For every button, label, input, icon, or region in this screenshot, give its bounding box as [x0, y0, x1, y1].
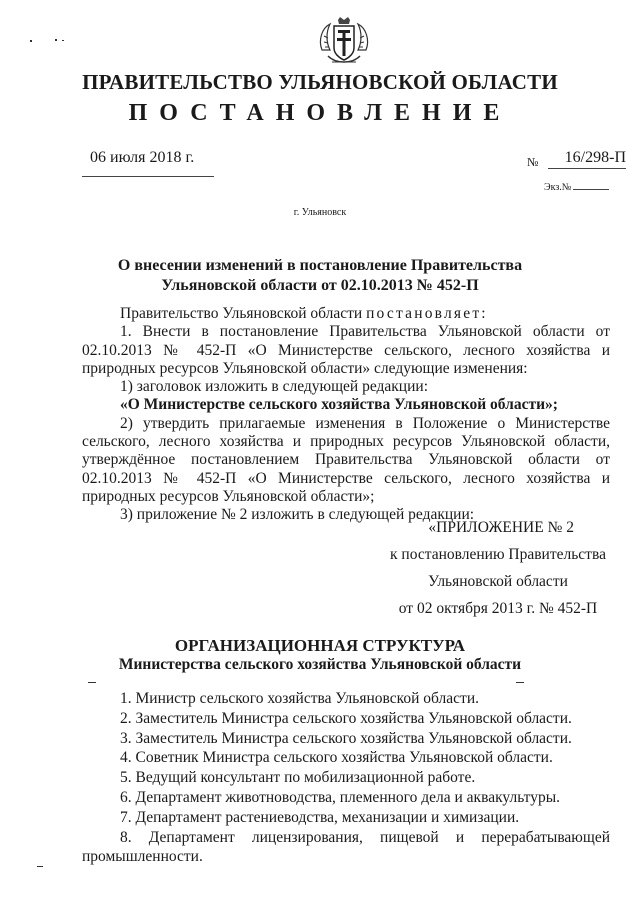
list-item: 3. Заместитель Министра сельского хозяйства Ульяновской области.	[120, 729, 572, 747]
document-body	[82, 305, 610, 525]
number-label: №	[527, 155, 539, 169]
appendix-stamp	[378, 514, 618, 622]
org-structure-title: ОРГАНИЗАЦИОННАЯ СТРУКТУРА	[174, 636, 466, 655]
subject-line-2: Ульяновской области от 02.10.2013 № 452-П	[161, 277, 479, 294]
appendix-ref: к постановлению Правительства	[390, 546, 606, 563]
scan-speck	[37, 866, 43, 867]
scan-speck	[516, 682, 524, 683]
document-date: 06 июля 2018 г.	[90, 149, 195, 166]
list-item: 7. Департамент растениеводства, механизации и химизации.	[120, 808, 520, 826]
subject-line-1: О внесении изменений в постановление Правительства	[117, 257, 523, 274]
list-item: 8. Департамент лицензирования, пищевой и перерабатывающей промышленности.	[82, 828, 610, 866]
scan-speck	[62, 40, 64, 41]
coat-of-arms-icon	[314, 16, 374, 76]
scan-speck	[30, 40, 32, 42]
list-item: 5. Ведущий консультант по мобилизационной работе.	[120, 769, 476, 787]
item-1-1: 1) заголовок изложить в следующей редакции:	[120, 378, 428, 396]
appendix-region: Ульяновской области	[428, 573, 568, 590]
list-item: 4. Советник Министра сельского хозяйства Ульяновской области.	[120, 749, 553, 767]
item-1-3: 3) приложение № 2 изложить в следующей редакции:	[120, 506, 475, 524]
preamble-verb: постановляет:	[366, 305, 488, 322]
preamble-text: Правительство Ульяновской области	[120, 305, 367, 322]
date-underline	[82, 176, 214, 177]
scan-speck	[55, 39, 57, 41]
city: г. Ульяновск	[293, 207, 347, 218]
copy-number	[544, 182, 609, 193]
list-item: 2. Заместитель Министра сельского хозяйства Ульяновской области.	[120, 709, 572, 727]
list-item: 1. Министр сельского хозяйства Ульяновской области.	[120, 690, 479, 707]
copy-number-blank	[573, 189, 609, 190]
appendix-date: от 02 октября 2013 г. № 452-П	[398, 600, 598, 617]
scan-speck	[88, 682, 96, 683]
item-1-2: 2) утвердить прилагаемые изменения в Положение о Министерстве сельского, лесного хозяйства и природных ресурсов Ульяновской области, утверждённое постановлением Правительства Ульяновской области от 02.10.2013 № 452-П «О Министерстве сельского, лесного хозяйства и природных ресурсов Ульяновской области»;	[82, 414, 610, 505]
item-1-1-quote: «О Министерстве сельского хозяйства Ульяновской области»;	[120, 396, 558, 414]
document-subject	[0, 256, 640, 296]
government-title: ПРАВИТЕЛЬСТВО УЛЬЯНОВСКОЙ ОБЛАСТИ	[82, 70, 558, 94]
org-structure-list	[82, 689, 610, 867]
preamble	[82, 305, 610, 323]
document-type: ПОСТАНОВЛЕНИЕ	[128, 100, 512, 126]
copy-number-label: Экз.№	[544, 182, 572, 193]
org-structure-subtitle: Министерства сельского хозяйства Ульяновской области	[118, 656, 522, 673]
appendix-title: «ПРИЛОЖЕНИЕ № 2	[428, 519, 574, 536]
document-number: 16/298-П	[548, 149, 626, 169]
item-1: 1. Внести в постановление Правительства Ульяновской области от 02.10.2013 № 452-П «О Министерстве сельского, лесного хозяйства и природных ресурсов Ульяновской области» следующие изменения:	[82, 323, 610, 377]
list-item: 6. Департамент животноводства, племенного дела и аквакультуры.	[120, 788, 561, 806]
